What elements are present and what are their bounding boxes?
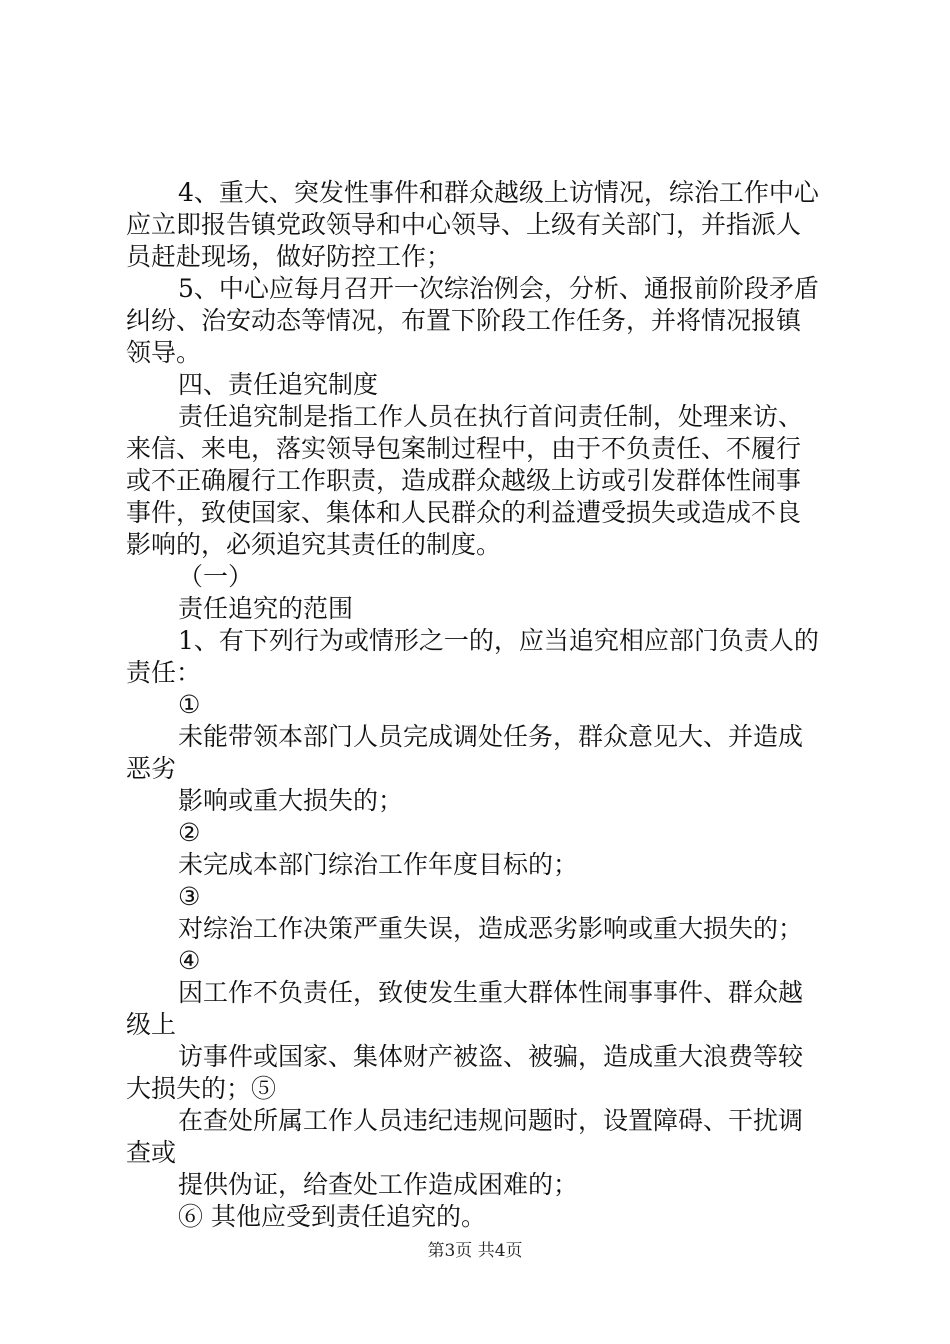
list-item-line: 因工作不负责任，致使发生重大群体性闹事事件、群众越 — [178, 978, 804, 1007]
list-item-line: 恶劣 — [126, 754, 177, 783]
list-item-line: 提供伪证，给查处工作造成困难的； — [178, 1170, 579, 1199]
paragraph-line: 责任追究制是指工作人员在执行首问责任制，处理来访、 — [178, 402, 804, 431]
list-item-line: 级上 — [126, 1010, 177, 1039]
paragraph-line: 来信、来电，落实领导包案制过程中，由于不负责任、不履行 — [126, 434, 802, 463]
paragraph-line: 影响的，必须追究其责任的制度。 — [126, 530, 502, 559]
list-marker: ④ — [178, 946, 201, 975]
paragraph-line: 或不正确履行工作职责，造成群众越级上访或引发群体性闹事 — [126, 466, 802, 495]
list-item-line: 影响或重大损失的； — [178, 786, 404, 815]
paragraph-line: 领导。 — [126, 338, 202, 367]
list-item-line: 访事件或国家、集体财产被盗、被骗，造成重大浪费等较 — [178, 1042, 804, 1071]
paragraph-line: 责任： — [126, 658, 202, 687]
section-heading: 四、责任追究制度 — [178, 370, 379, 399]
subsection-heading: 责任追究的范围 — [178, 594, 354, 623]
paragraph-line: 1、有下列行为或情形之一的，应当追究相应部门负责人的 — [178, 626, 819, 655]
list-item-line: 大损失的；⑤ — [126, 1074, 277, 1103]
list-marker: ③ — [178, 882, 201, 911]
list-marker: ① — [178, 690, 201, 719]
paragraph-line: 员赶赴现场，做好防控工作； — [126, 242, 452, 271]
subsection-number: （一） — [178, 562, 254, 591]
list-item-line: 查或 — [126, 1138, 177, 1167]
paragraph-line: 事件，致使国家、集体和人民群众的利益遭受损失或造成不良 — [126, 498, 802, 527]
list-item-line: 未能带领本部门人员完成调处任务，群众意见大、并造成 — [178, 722, 804, 751]
paragraph-line: 应立即报告镇党政领导和中心领导、上级有关部门，并指派人 — [126, 210, 802, 239]
paragraph-line: 4、重大、突发性事件和群众越级上访情况，综治工作中心 — [178, 178, 819, 207]
list-item-line: ⑥ 其他应受到责任追究的。 — [178, 1202, 486, 1231]
paragraph-line: 5、中心应每月召开一次综治例会，分析、通报前阶段矛盾 — [178, 274, 819, 303]
paragraph-line: 纠纷、治安动态等情况，布置下阶段工作任务，并将情况报镇 — [126, 306, 802, 335]
list-item-line: 在查处所属工作人员违纪违规问题时，设置障碍、干扰调 — [178, 1106, 804, 1135]
list-marker: ② — [178, 818, 201, 847]
list-item-line: 未完成本部门综治工作年度目标的； — [178, 850, 579, 879]
page-number-footer: 第3页 共4页 — [427, 1241, 523, 1261]
list-item-line: 对综治工作决策严重失误，造成恶劣影响或重大损失的； — [178, 914, 804, 943]
